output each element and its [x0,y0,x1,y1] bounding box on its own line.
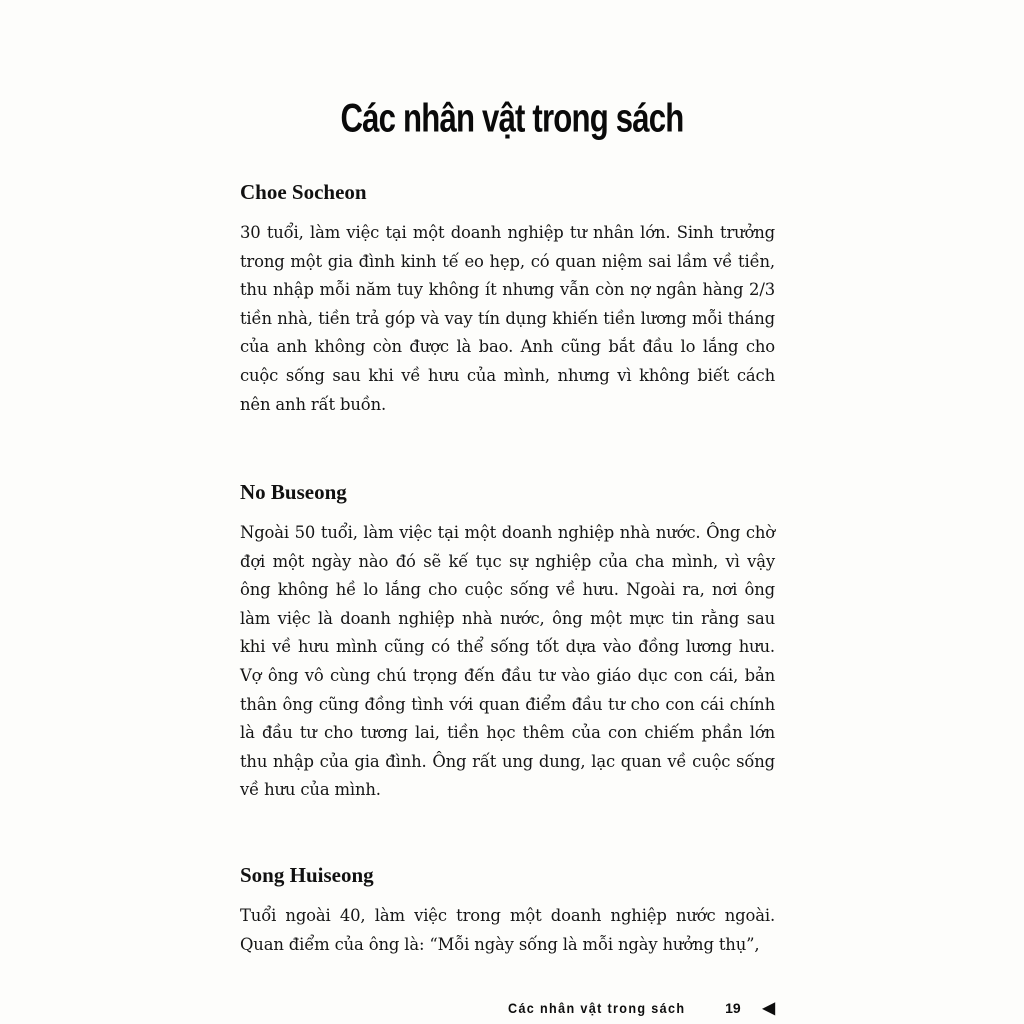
character-section [240,863,775,959]
character-description: 30 tuổi, làm việc tại một doanh nghiệp tư nhân lớn. Sinh trưởng trong một gia đình kinh tế eo hẹp, có quan niệm sai lầm về tiền, thu nhập mỗi năm tuy không ít nhưng vẫn còn nợ ngân hàng 2/3 tiền nhà, tiền trả góp và vay tín dụng khiến tiền lương mỗi tháng của anh không còn được là bao. Anh cũng bắt đầu lo lắng cho cuộc sống sau khi về hưu của mình, nhưng vì không biết cách nên anh rất buồn. [240,223,775,414]
running-title: Các nhân vật trong sách [508,1000,686,1016]
character-name: Choe Socheon [240,180,367,204]
page-number: 19 [725,1000,741,1016]
page-title: Các nhân vật trong sách [340,97,684,142]
character-name: No Buseong [240,480,347,504]
left-triangle-icon: ◀ [762,1000,775,1017]
page-footer [508,998,775,1018]
character-description: Tuổi ngoài 40, làm việc trong một doanh nghiệp nước ngoài. Quan điểm của ông là: “Mỗi ngày sống là mỗi ngày hưởng thụ”, [240,906,775,954]
character-section [240,480,775,805]
character-section [240,180,775,419]
character-name: Song Huiseong [240,863,374,887]
character-description: Ngoài 50 tuổi, làm việc tại một doanh nghiệp nhà nước. Ông chờ đợi một ngày nào đó sẽ kế tục sự nghiệp của cha mình, vì vậy ông không hề lo lắng cho cuộc sống về hưu. Ngoài ra, nơi ông làm việc là doanh nghiệp nhà nước, ông một mực tin rằng sau khi về hưu mình cũng có thể sống tốt dựa vào đồng lương hưu. Vợ ông vô cùng chú trọng đến đầu tư vào giáo dục con cái, bản thân ông cũng đồng tình với quan điểm đầu tư cho con cái chính là đầu tư cho tương lai, tiền học thêm của con chiếm phần lớn thu nhập của gia đình. Ông rất ung dung, lạc quan về cuộc sống về hưu của mình. [240,523,775,800]
